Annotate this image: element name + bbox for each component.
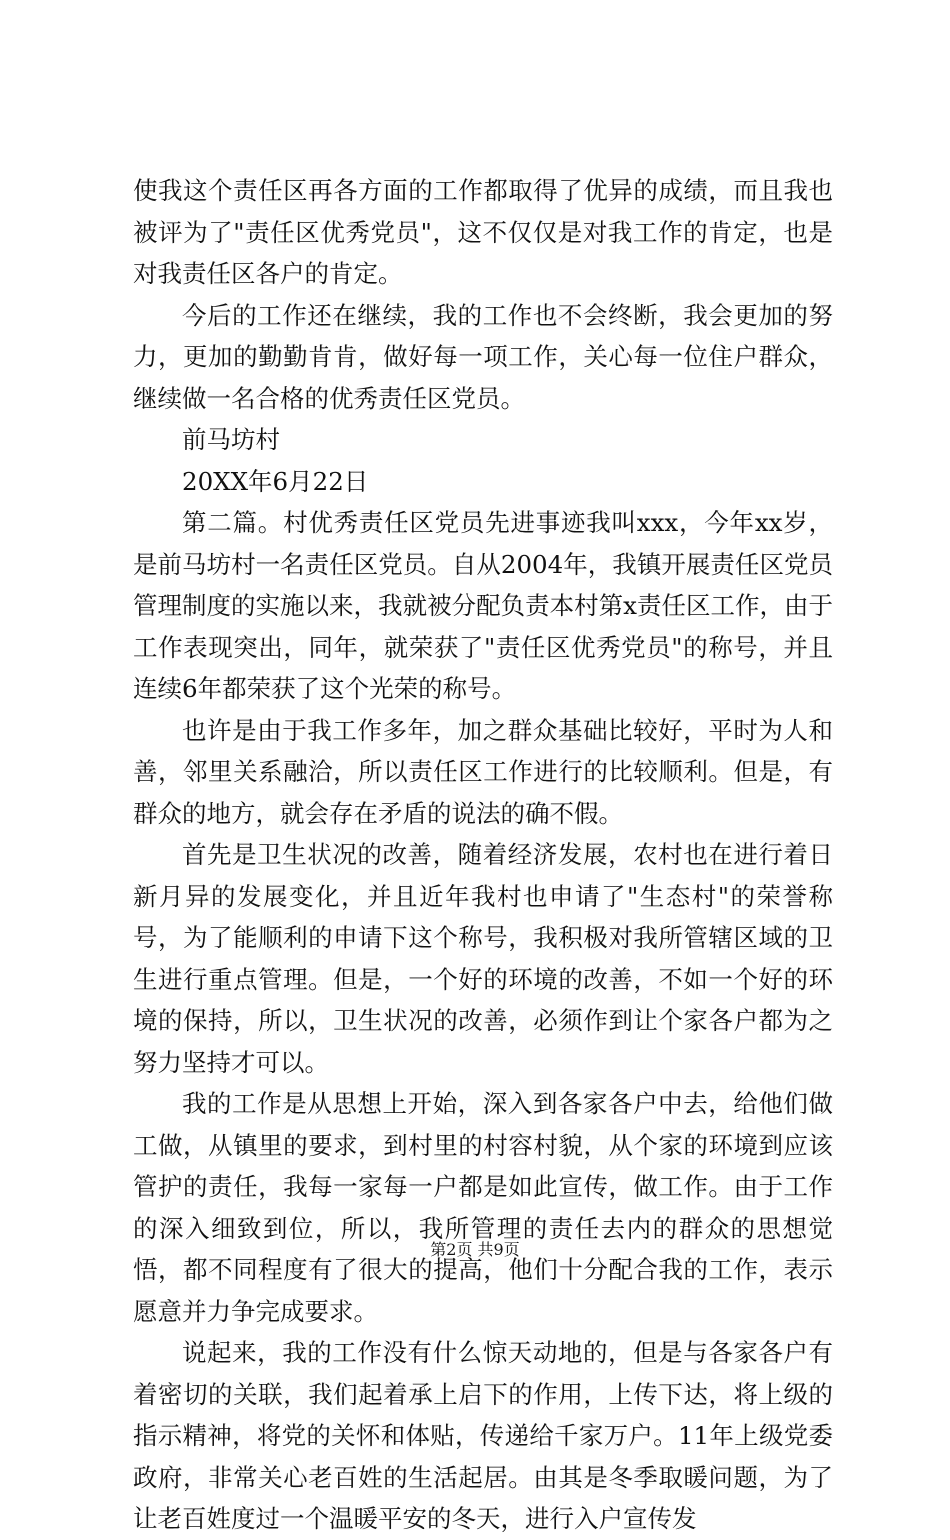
paragraph-2: 今后的工作还在继续，我的工作也不会终断，我会更加的努力，更加的勤勤肯肯，做好每一项工作，关心每一位住户群众，继续做一名合格的优秀责任区党员。 [133, 300, 833, 413]
village-name: 前马坊村 [182, 425, 280, 454]
paragraph-1: 使我这个责任区再各方面的工作都取得了优异的成绩，而且我也被评为了"责任区优秀党员"，这不仅仅是对我工作的肯定，也是对我责任区各户的肯定。 [133, 176, 833, 288]
paragraph-4: 也许是由于我工作多年，加之群众基础比较好，平时为人和善，邻里关系融洽，所以责任区工作进行的比较顺利。但是，有群众的地方，就会存在矛盾的说法的确不假。 [133, 715, 833, 828]
paragraph-7: 说起来，我的工作没有什么惊天动地的，但是与各家各户有着密切的关联，我们起着承上启下的作用，上传下达，将上级的指示精神，将党的关怀和体贴，传递给千家万户。11年上级党委政府，非常关心老百姓的生活起居。由其是冬季取暖问题，为了让老百姓度过一个温暖平安的冬天，进行入户宣传发 [133, 1338, 833, 1533]
paragraph-3: 第二篇。村优秀责任区党员先进事迹我叫xxx，今年xx岁，是前马坊村一名责任区党员。自从2004年，我镇开展责任区党员管理制度的实施以来，我就被分配负责本村第x责任区工作，由于工作表现突出，同年，就荣获了"责任区优秀党员"的称号，并且连续6年都荣获了这个光荣的称号。 [133, 508, 833, 703]
document-date: 20XX年6月22日 [182, 466, 369, 496]
document-body [133, 170, 833, 1540]
paragraph-6: 我的工作是从思想上开始，深入到各家各户中去，给他们做工做，从镇里的要求，到村里的村容村貌，从个家的环境到应该管护的责任，我每一家每一户都是如此宣传，做工作。由于工作的深入细致到位，所以，我所管理的责任去内的群众的思想觉悟，都不同程度有了很大的提高，他们十分配合我的工作，表示愿意并力争完成要求。 [133, 1089, 833, 1326]
page-footer: 第2页 共9页 [430, 1240, 520, 1259]
paragraph-5: 首先是卫生状况的改善，随着经济发展，农村也在进行着日新月异的发展变化，并且近年我村也申请了"生态村"的荣誉称号，为了能顺利的申请下这个称号，我积极对我所管辖区域的卫生进行重点管理。但是，一个好的环境的改善，不如一个好的环境的保持，所以，卫生状况的改善，必须作到让个家各户都为之努力坚持才可以。 [133, 840, 833, 1077]
